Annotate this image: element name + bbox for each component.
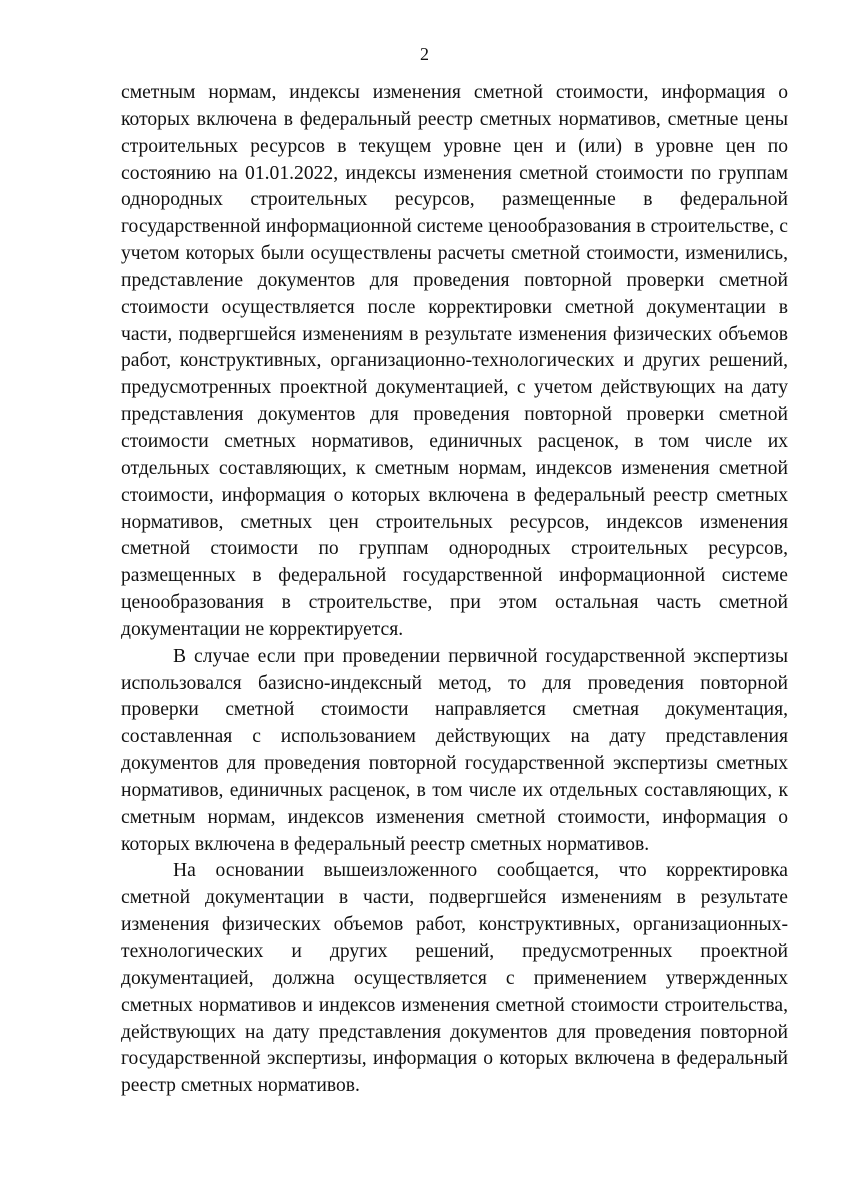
- paragraph: В случае если при проведении первичной государственной экспертизы использовался базисно-индексный метод, то для проведения повторной проверки сметной стоимости направляется сметная документация, составленная с использованием действующих на дату представления документов для проведения повторной государственной экспертизы сметных нормативов, единичных расценок, в том числе их отдельных составляющих, к сметным нормам, индексов изменения сметной стоимости, информация о которых включена в федеральный реестр сметных нормативов.: [121, 645, 788, 855]
- page-number: 2: [420, 44, 429, 64]
- document-body: [121, 80, 788, 1100]
- paragraph-continued: сметным нормам, индексы изменения сметной стоимости, информация о которых включена в федеральный реестр сметных нормативов, сметные цены строительных ресурсов в текущем уровне цен и (или) в уровне цен по состоянию на 01.01.2022, индексы изменения сметной стоимости по группам однородных строительных ресурсов, размещенные в федеральной государственной информационной системе ценообразования в строительстве, с учетом которых были осуществлены расчеты сметной стоимости, изменились, представление документов для проведения повторной проверки сметной стоимости осуществляется после корректировки сметной документации в части, подвергшейся изменениям в результате изменения физических объемов работ, конструктивных, организационно-технологических и других решений, предусмотренных проектной документацией, с учетом действующих на дату представления документов для проведения повторной проверки сметной стоимости сметных нормативов, единичных расценок, в том числе их отдельных составляющих, к сметным нормам, индексов изменения сметной стоимости, информация о которых включена в федеральный реестр сметных нормативов, сметных цен строительных ресурсов, индексов изменения сметной стоимости по группам однородных строительных ресурсов, размещенных в федеральной государственной информационной системе ценообразования в строительстве, при этом остальная часть сметной документации не корректируется.: [121, 82, 788, 640]
- paragraph: На основании вышеизложенного сообщается, что корректировка сметной документации в части, подвергшейся изменениям в результате изменения физических объемов работ, конструктивных, организационных-технологических и других решений, предусмотренных проектной документацией, должна осуществляется с применением утвержденных сметных нормативов и индексов изменения сметной стоимости строительства, действующих на дату представления документов для проведения повторной государственной экспертизы, информация о которых включена в федеральный реестр сметных нормативов.: [121, 860, 788, 1097]
